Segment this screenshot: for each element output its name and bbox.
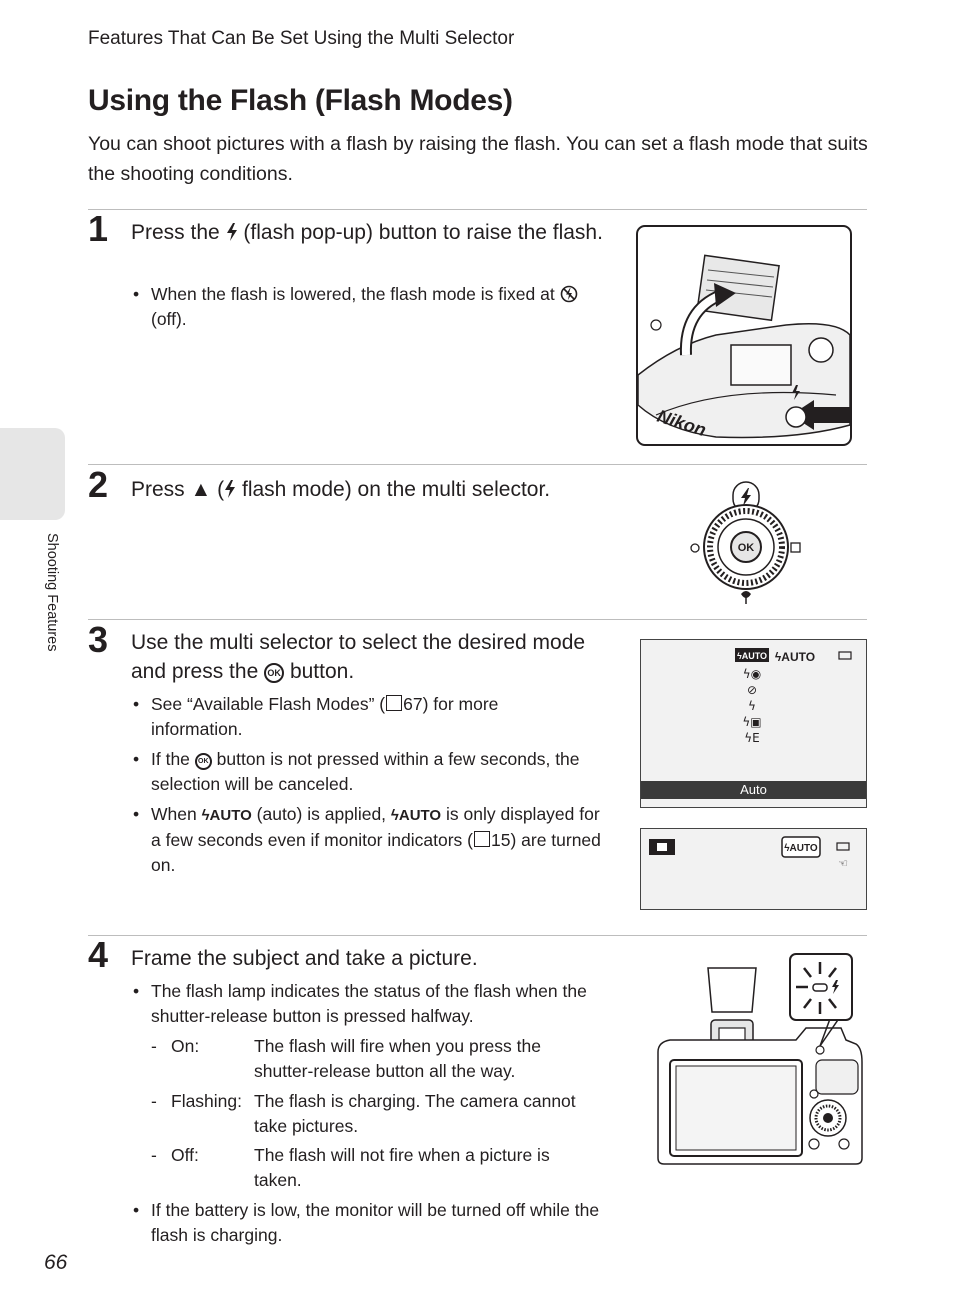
- step-number: 3: [88, 619, 109, 660]
- svg-text:ϟAUTO: ϟAUTO: [736, 651, 768, 661]
- side-tab-label: Shooting Features: [44, 533, 60, 652]
- shooting-indicators: [649, 835, 861, 875]
- divider: [88, 935, 867, 936]
- side-tab: [0, 428, 65, 520]
- list-item: • If the battery is low, the monitor will be turned off while the flash is charging.: [133, 1200, 600, 1245]
- reference-icon: [474, 831, 490, 847]
- svg-text:☜: ☜: [838, 857, 848, 870]
- svg-text:ϟAUTO: ϟAUTO: [784, 843, 818, 854]
- list-item: • When the flash is lowered, the flash mode is fixed at (off).: [133, 282, 613, 334]
- svg-text:⊘: ⊘: [746, 683, 758, 697]
- svg-text:ϟ◉: ϟ◉: [742, 667, 762, 681]
- svg-text:ϟ: ϟ: [748, 699, 756, 713]
- page-number: 66: [44, 1251, 68, 1274]
- camera-back-illustration: [656, 952, 866, 1166]
- reference-icon: [386, 695, 402, 711]
- flash-mode-menu-screen: [640, 639, 867, 808]
- step-title: Press the (flash pop-up) button to raise the flash.: [131, 221, 603, 244]
- step-title: Press ▲ ( flash mode) on the multi selector.: [131, 478, 551, 501]
- svg-text:ϟE: ϟE: [744, 731, 760, 745]
- step-number: 2: [88, 464, 109, 505]
- flash-state-row: - Flashing: The flash is charging. The camera cannot take pictures.: [151, 1091, 576, 1136]
- page-heading: Using the Flash (Flash Modes): [88, 84, 513, 117]
- step-number: 1: [88, 208, 109, 249]
- flash-state-row: - On: The flash will fire when you press the shutter-release button all the way.: [151, 1036, 541, 1081]
- list-item: • See “Available Flash Modes” ( 67) for more information.: [133, 694, 499, 739]
- intro-paragraph: You can shoot pictures with a flash by raising the flash. You can set a flash mode that suits the shooting conditions.: [88, 133, 868, 185]
- flash-icon: [224, 480, 236, 498]
- list-item: • The flash lamp indicates the status of the flash when the shutter-release button is pressed halfway.: [133, 981, 587, 1026]
- ok-button-icon: OK: [195, 753, 212, 770]
- flash-auto-icon: ϟAUTO: [201, 807, 252, 824]
- ok-button-icon: OK: [264, 663, 284, 683]
- flash-mode-label: Auto: [641, 781, 866, 799]
- flash-popup-illustration: [636, 225, 852, 446]
- svg-text:OK: OK: [737, 542, 755, 554]
- flash-state-row: - Off: The flash will not fire when a picture is taken.: [151, 1145, 550, 1190]
- divider: [88, 464, 867, 465]
- step-title: Frame the subject and take a picture.: [131, 947, 478, 970]
- divider: [88, 209, 867, 210]
- flash-popup-icon: [226, 223, 238, 241]
- svg-text:ϟAUTO: ϟAUTO: [774, 650, 816, 664]
- flash-auto-icon: ϟAUTO: [390, 807, 442, 824]
- divider: [88, 619, 867, 620]
- shooting-screen: [640, 828, 867, 910]
- section-title: Features That Can Be Set Using the Multi Selector: [88, 28, 515, 49]
- camera-brand-label: Nikon: [654, 405, 709, 441]
- svg-text:ϟ▣: ϟ▣: [742, 715, 762, 729]
- multi-selector-illustration: [686, 480, 806, 608]
- step-title: Use the multi selector to select the desired mode and press the OK button.: [131, 631, 586, 683]
- flash-off-icon: [560, 285, 578, 303]
- flash-mode-list: [735, 648, 860, 748]
- list-item: • If the OK button is not pressed within a few seconds, the selection will be canceled.: [133, 749, 580, 794]
- list-item: • When ϟAUTO (auto) is applied, ϟAUTO is only displayed for a few seconds even if monitor indicators ( 15) are turned on.: [133, 804, 601, 875]
- step-number: 4: [88, 934, 109, 975]
